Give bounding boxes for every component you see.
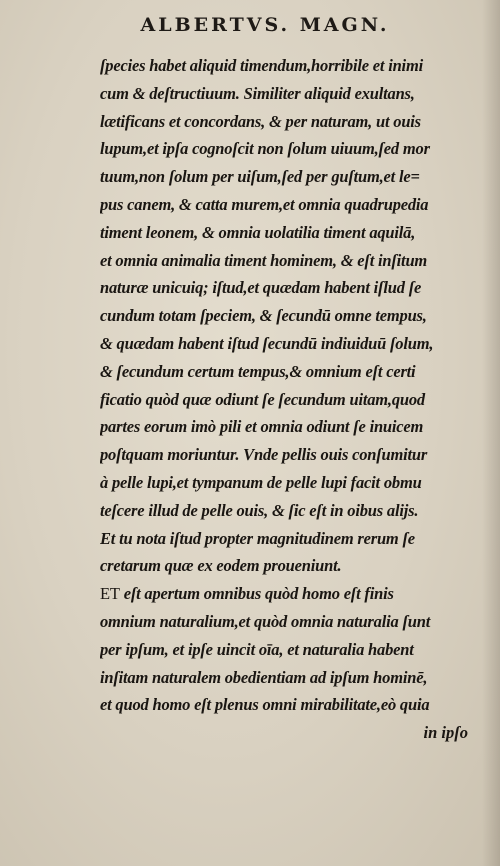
paragraph-first-line-rest: eſt apertum omnibus quòd homo eſt finis bbox=[119, 584, 394, 604]
text-line: naturæ unicuiq; iſtud,et quædam habent iſlud ſe bbox=[100, 278, 422, 298]
text-line: partes eorum imò pili et omnia odiunt ſe inuicem bbox=[100, 417, 424, 437]
text-line: omnium naturalium,et quòd omnia naturalia ſunt bbox=[100, 611, 431, 631]
text-line: teſcere illud de pelle ouis, & ſic eſt in oibus alijs. bbox=[100, 500, 419, 520]
text-line: lætificans et concordans, & per naturam, ut ouis bbox=[100, 111, 421, 131]
text-line: à pelle lupi,et tympanum de pelle lupi facit obmu bbox=[100, 472, 422, 492]
text-line: per ipſum, et ipſe uincit oīa, et naturalia habent bbox=[100, 639, 414, 659]
text-line: & quædam habent iſtud ſecundū indiuiduū ſolum, bbox=[100, 333, 434, 353]
text-line: ſpecies habet aliquid timendum,horribile et inimi bbox=[100, 56, 423, 75]
text-line: & ſecundum certum tempus,& omnium eſt certi bbox=[100, 361, 416, 381]
text-line: ficatio quòd quæ odiunt ſe ſecundum uitam,quod bbox=[100, 389, 425, 409]
text-line: lupum,et ipſa cognoſcit non ſolum uiuum,ſed mor bbox=[100, 139, 430, 159]
text-line: poſtquam moriuntur. Vnde pellis ouis conſumitur bbox=[100, 445, 428, 465]
paragraph-lead: ET bbox=[100, 584, 120, 604]
catchword: in ipſo bbox=[423, 723, 468, 743]
body-text bbox=[100, 52, 490, 747]
text-line: tuum,non ſolum per uiſum,ſed per guſtum,et le= bbox=[100, 167, 420, 187]
text-line: inſitam naturalem obedientiam ad ipſum hominē, bbox=[100, 667, 428, 687]
paragraph-start-line bbox=[100, 580, 490, 608]
text-line: cum & deſtructiuum. Similiter aliquid exultans, bbox=[100, 83, 415, 103]
text-line: timent leonem, & omnia uolatilia timent aquilā, bbox=[100, 222, 416, 242]
text-line: et quod homo eſt plenus omni mirabilitate,eò quia bbox=[100, 695, 430, 715]
running-head: ALBERTVS. MAGN. bbox=[140, 14, 390, 36]
text-line: pus canem, & catta murem,et omnia quadrupedia bbox=[100, 194, 429, 214]
text-line: et omnia animalia timent hominem, & eſt inſitum bbox=[100, 250, 428, 270]
text-line: Et tu nota iſtud propter magnitudinem rerum ſe bbox=[100, 528, 415, 548]
text-line: cretarum quæ ex eodem proueniunt. bbox=[100, 556, 342, 576]
text-line: cundum totam ſpeciem, & ſecundū omne tempus, bbox=[100, 306, 427, 326]
